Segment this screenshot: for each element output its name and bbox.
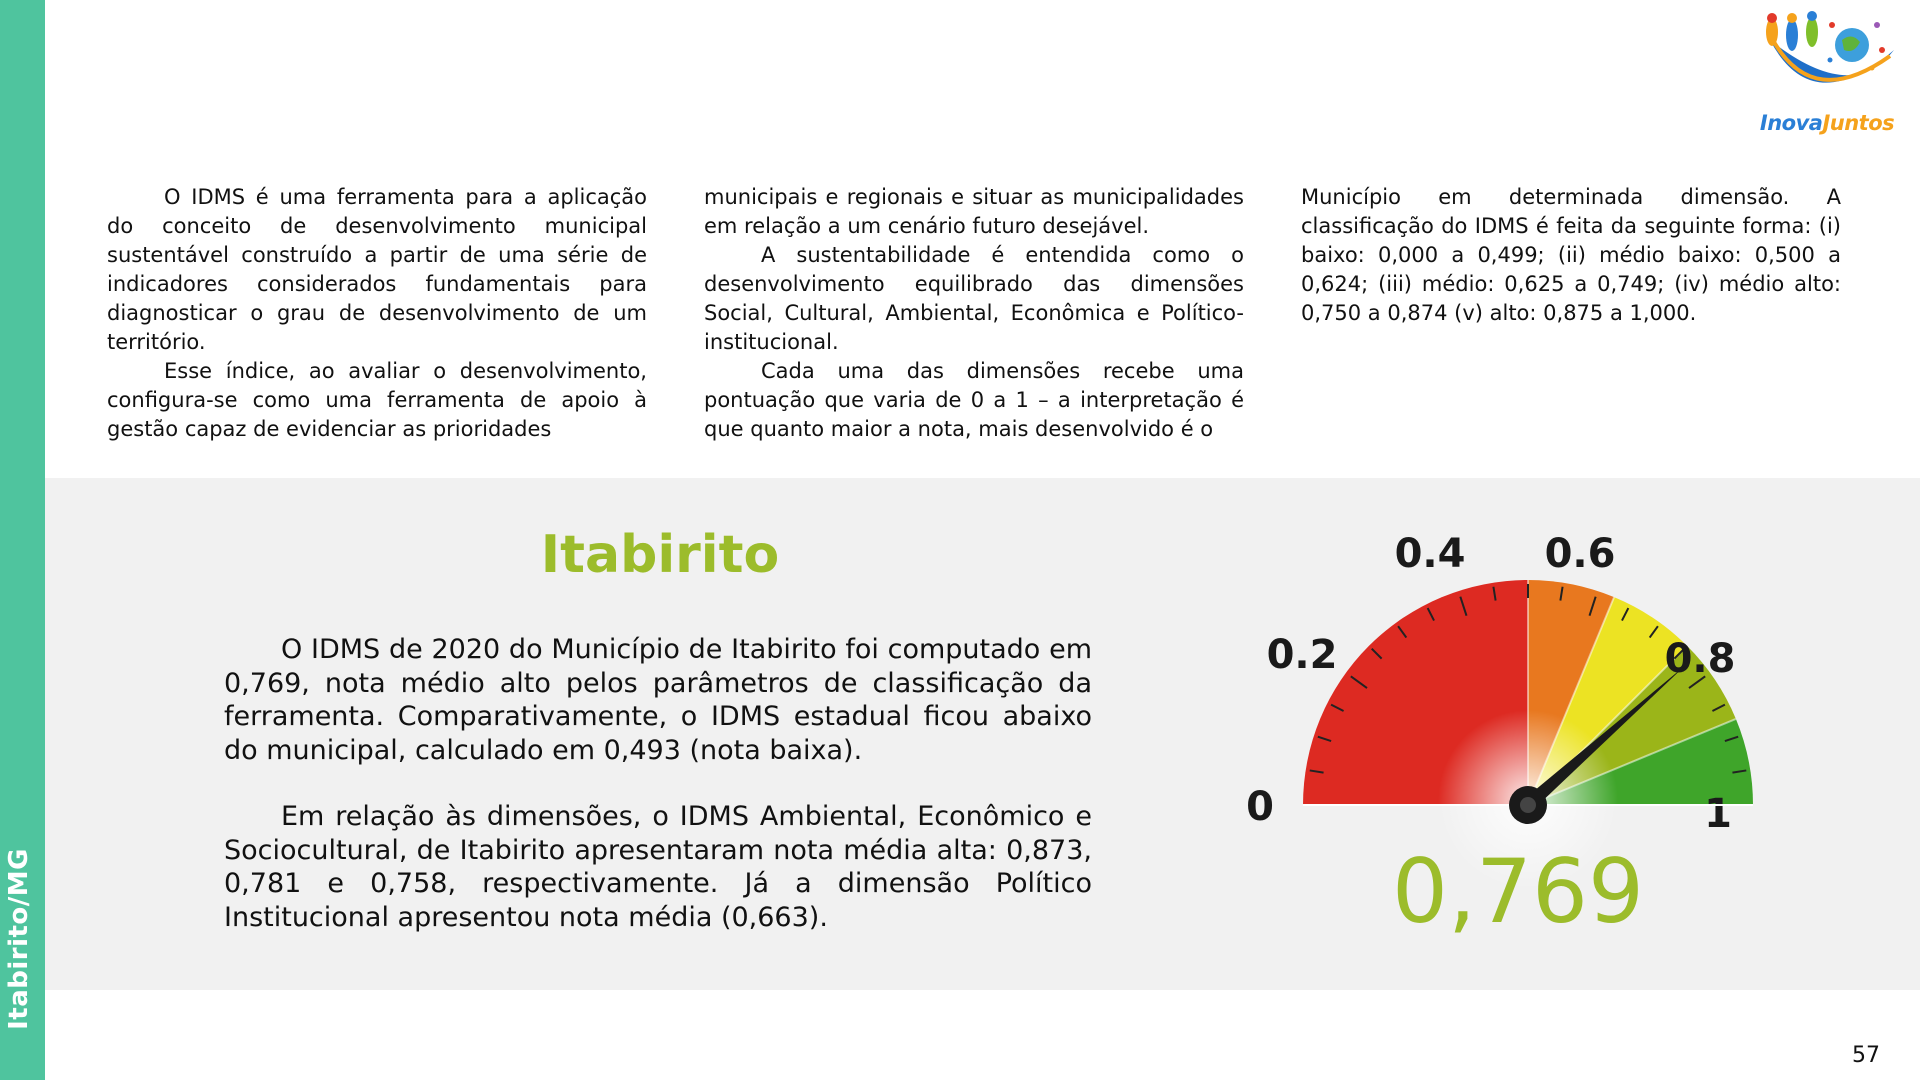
intro-paragraph: A sustentabilidade é entendida como o desenvolvimento equilibrado das dimensões Social, Cultural, Ambiental, Econômica e Político-institucional. <box>704 243 1244 354</box>
idms-gauge <box>1240 520 1820 980</box>
logo-text-inova: Inova <box>1759 111 1823 135</box>
intro-column-3 <box>1301 183 1841 328</box>
gauge-tick-label: 0.4 <box>1394 531 1466 577</box>
intro-paragraph: O IDMS é uma ferramenta para a aplicação do conceito de desenvolvimento municipal sustentável construído a partir de uma série de indicadores considerados fundamentais para diagnosticar o grau de desenvolvimento de um território. <box>107 185 647 354</box>
logo-wordmark <box>1752 111 1902 135</box>
gauge-tick-label: 1 <box>1704 791 1732 837</box>
city-title: Itabirito <box>540 525 780 585</box>
gauge-value-label: 0,769 <box>1392 840 1644 943</box>
gauge-pivot-inner <box>1520 797 1536 813</box>
intro-paragraph: Cada uma das dimensões recebe uma pontuação que varia de 0 a 1 – a interpretação é que quanto maior a nota, mais desenvolvido é o <box>704 359 1244 441</box>
summary-paragraph: Em relação às dimensões, o IDMS Ambiental, Econômico e Sociocultural, de Itabirito apresentaram nota média alta: 0,873, 0,781 e 0,758, respectivamente. Já a dimensão Político Institucional apresentou nota média (0,663). <box>224 801 1092 933</box>
gauge-tick-label: 0.6 <box>1544 531 1616 577</box>
page-number: 57 <box>1852 1043 1880 1068</box>
intro-column-1 <box>107 183 647 444</box>
inova-juntos-logo <box>1752 10 1902 135</box>
summary-paragraph: O IDMS de 2020 do Município de Itabirito foi computado em 0,769, nota médio alto pelos parâmetros de classificação da ferramenta. Comparativamente, o IDMS estadual ficou abaixo do municipal, calculado em 0,493 (nota baixa). <box>224 634 1092 766</box>
logo-text-juntos: Juntos <box>1822 111 1895 135</box>
intro-paragraph: Esse índice, ao avaliar o desenvolvimento, configura-se como uma ferramenta de apoio à gestão capaz de evidenciar as prioridades <box>107 359 647 441</box>
city-summary <box>224 633 1092 967</box>
gauge-tick-label: 0.8 <box>1664 636 1736 682</box>
gauge-graphic <box>1240 520 1820 980</box>
logo-graphic <box>1752 10 1902 105</box>
intro-column-2 <box>704 183 1244 444</box>
sidebar-label: Itabirito/MG <box>4 848 34 1030</box>
gauge-tick-label: 0 <box>1246 784 1274 830</box>
gauge-tick-label: 0.2 <box>1266 632 1338 678</box>
intro-paragraph: Município em determinada dimensão. A classificação do IDMS é feita da seguinte forma: (i) baixo: 0,000 a 0,499; (ii) médio baixo: 0,500 a 0,624; (iii) médio: 0,625 a 0,749; (iv) médio alto: 0,750 a 0,874 (v) alto: 0,875 a 1,000. <box>1301 185 1841 325</box>
sidebar <box>0 0 45 1080</box>
intro-paragraph: municipais e regionais e situar as municipalidades em relação a um cenário futuro desejável. <box>704 185 1244 238</box>
